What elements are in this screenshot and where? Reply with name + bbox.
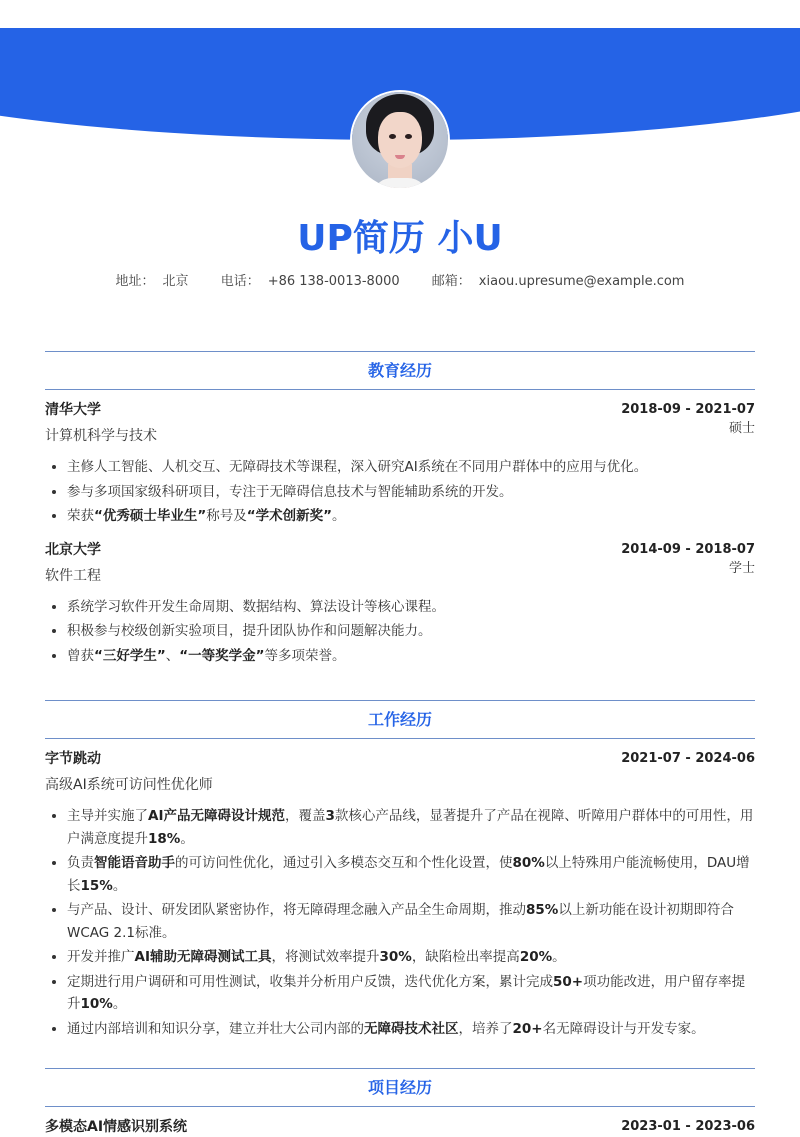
education-entry — [45, 540, 755, 668]
entry-date: 2023-01 - 2023-06 — [621, 1119, 755, 1134]
highlight-text: 20% — [519, 949, 553, 965]
highlight-text: 15% — [80, 877, 113, 894]
bullet-text: ，培养了 — [458, 1020, 513, 1037]
highlight-text: “学术创新奖” — [246, 508, 332, 524]
highlight-text: 智能语音助手 — [94, 855, 175, 871]
contact-address-value: 北京 — [162, 274, 189, 289]
education-section — [45, 351, 755, 669]
bullet-text: 称号及 — [206, 508, 247, 524]
bullet-item — [67, 946, 755, 969]
bullet-text: 开发并推广 — [67, 949, 135, 965]
entry-date: 2018-09 - 2021-07 — [621, 402, 755, 417]
highlight-text: 10% — [80, 996, 113, 1012]
bullet-text: 以上特殊用户能流畅使用，DAU增长 — [67, 855, 750, 894]
bullet-text: 积极参与校级创新实验项目，提升团队协作和问题解决能力。 — [67, 623, 432, 639]
highlight-text: “优秀硕士毕业生” — [94, 508, 207, 524]
page-top-margin — [0, 0, 800, 28]
resume-name: UP简历 小U — [297, 218, 503, 259]
bullet-item — [67, 971, 755, 1016]
work-entry — [45, 749, 755, 1040]
bullet-text: 主导并实施了 — [67, 808, 148, 824]
bullet-text: 。 — [112, 996, 127, 1012]
entry-date: 2014-09 - 2018-07 — [621, 541, 755, 557]
contact-info — [0, 270, 800, 289]
highlight-text: 80% — [512, 855, 545, 871]
contact-email-label: 邮箱： — [431, 274, 471, 289]
highlight-text: 85% — [526, 902, 559, 918]
bullet-text: 主修人工智能、人机交互、无障碍技术等课程，深入研究AI系统在不同用户群体中的应用与优化。 — [67, 459, 648, 475]
avatar — [352, 92, 448, 188]
highlight-text: “一等奖学金” — [179, 647, 265, 664]
section-title-work: 工作经历 — [45, 700, 755, 739]
bullet-item — [67, 852, 755, 897]
bullet-text: 。 — [112, 877, 127, 894]
entry-date: 2021-07 - 2024-06 — [621, 751, 755, 766]
bullet-text: ，缺陷检出率提高 — [411, 949, 520, 965]
bullet-text: 。 — [180, 830, 194, 847]
bullet-text: 荣获 — [67, 508, 94, 524]
highlight-text: 50+ — [553, 973, 584, 990]
contact-email-value: xiaou.upresume@example.com — [478, 274, 685, 289]
highlight-text: “三好学生” — [94, 647, 166, 664]
bullet-text: 。 — [332, 508, 346, 524]
avatar-shirt — [372, 178, 428, 188]
highlight-text: 18% — [148, 830, 181, 847]
highlight-text: 30% — [379, 949, 412, 965]
project-name: 多模态AI情感识别系统 — [45, 1119, 188, 1135]
bullet-text: ，将测试效率提升 — [271, 949, 380, 965]
highlight-text: 无障碍技术社区 — [364, 1020, 459, 1037]
bullet-item — [67, 596, 755, 619]
bullet-text: 曾获 — [67, 647, 94, 664]
major: 软件工程 — [45, 567, 101, 584]
degree: 硕士 — [728, 421, 755, 436]
work-section — [45, 700, 755, 1042]
bullet-text: 定期进行用户调研和可用性测试，收集并分析用户反馈，迭代优化方案，累计完成 — [67, 973, 553, 990]
school-name: 北京大学 — [45, 541, 101, 558]
bullet-text: 与产品、设计、研发团队紧密协作，将无障碍理念融入产品全生命周期，推动 — [67, 902, 526, 918]
degree: 学士 — [728, 560, 755, 576]
contact-phone-value: +86 138-0013-8000 — [267, 274, 400, 289]
bullet-list — [45, 456, 755, 528]
contact-email — [432, 274, 685, 289]
bullet-list — [45, 596, 755, 668]
bullet-text: 名无障碍设计与开发专家。 — [542, 1020, 705, 1037]
bullet-list — [45, 805, 755, 1040]
bullet-text: 项功能改进，用户留存率提升 — [67, 973, 746, 1012]
bullet-item — [67, 481, 755, 504]
bullet-text: 通过内部培训和知识分享，建立并壮大公司内部的 — [67, 1020, 364, 1037]
bullet-text: 。 — [552, 949, 566, 965]
bullet-text: 负责 — [67, 855, 94, 871]
bullet-text: 以上新功能在设计初期即符合WCAG 2.1标准。 — [67, 902, 734, 941]
job-title: 高级AI系统可访问性优化师 — [45, 777, 213, 793]
company-name: 字节跳动 — [45, 751, 101, 767]
bullet-text: ，覆盖 — [284, 808, 326, 824]
highlight-text: 3 — [325, 808, 335, 824]
projects-section — [45, 1068, 755, 1137]
bullet-item — [67, 645, 755, 668]
highlight-text: AI产品无障碍设计规范 — [148, 808, 285, 824]
bullet-text: 、 — [165, 647, 180, 664]
contact-phone-label: 电话： — [220, 274, 260, 289]
bullet-text: 系统学习软件开发生命周期、数据结构、算法设计等核心课程。 — [67, 598, 445, 615]
section-title-projects: 项目经历 — [45, 1068, 755, 1107]
contact-address-label: 地址： — [115, 274, 155, 289]
contact-address — [116, 274, 193, 289]
avatar-eye — [389, 134, 396, 139]
avatar-eye — [405, 134, 412, 139]
school-name: 清华大学 — [45, 402, 101, 418]
avatar-face — [378, 112, 422, 168]
highlight-text: 20+ — [512, 1020, 543, 1037]
bullet-text: 款核心产品线，显著提升了产品在视障、听障用户群体中的可用性，用户满意度提升 — [67, 808, 754, 847]
contact-phone — [221, 274, 404, 289]
bullet-text: 等多项荣誉。 — [264, 647, 346, 664]
project-entry — [45, 1117, 755, 1137]
bullet-item — [67, 505, 755, 528]
bullet-item — [67, 1018, 755, 1041]
bullet-text: 的可访问性优化，通过引入多模态交互和个性化设置，使 — [175, 855, 513, 871]
bullet-item — [67, 805, 755, 850]
highlight-text: AI辅助无障碍测试工具 — [134, 949, 272, 965]
bullet-item — [67, 620, 755, 643]
bullet-text: 参与多项国家级科研项目，专注于无障碍信息技术与智能辅助系统的开发。 — [67, 483, 513, 500]
bullet-item — [67, 899, 755, 944]
education-entry — [45, 400, 755, 528]
major: 计算机科学与技术 — [45, 428, 157, 444]
bullet-item — [67, 456, 755, 479]
section-title-education: 教育经历 — [45, 351, 755, 390]
